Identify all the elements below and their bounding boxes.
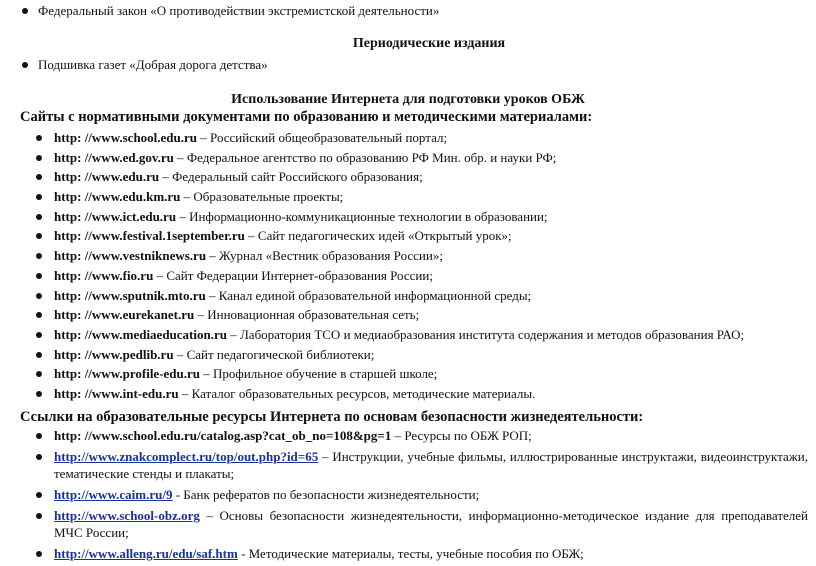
list-item (0, 128, 816, 148)
site-description: – Профильное обучение в старшей школе; (200, 366, 438, 382)
bullet-icon (36, 391, 42, 397)
normative-sites-list (0, 128, 816, 404)
resource-link[interactable]: http://www.school-obz.org (54, 508, 200, 523)
resource-description: - Методические материалы, тесты, учебные пособия по ОБЖ; (237, 546, 584, 561)
bullet-icon (22, 62, 28, 68)
resource-description: – Основы безопасности жизнедеятельности, информационно-методическое издание для преподавателей МЧС России; (54, 508, 808, 540)
list-item (0, 364, 816, 384)
bullet-icon (36, 273, 42, 279)
resource-description: - Банк рефератов по безопасности жизнедеятельности; (172, 487, 480, 502)
site-description: – Сайт педагогической библиотеки; (173, 346, 375, 362)
site-description: – Лаборатория ТСО и медиаобразования института содержания и методов образования РАО; (226, 326, 745, 342)
bullet-icon (36, 174, 42, 180)
site-url: http: //www.profile-edu.ru (54, 366, 201, 382)
bullet-icon (36, 214, 42, 220)
law-item-text: Федеральный закон «О противодействии экстремистской деятельности» (38, 3, 440, 18)
normative-sites-heading: Сайты с нормативными документами по образованию и методическими материалами: (20, 109, 593, 125)
bullet-icon (36, 233, 42, 239)
bullet-icon (36, 513, 42, 519)
resource-description: – Инструкции, учебные фильмы, иллюстрированные инструктажи, видеоинструктажи, тематические стенды и плакаты; (54, 449, 808, 481)
list-item (0, 507, 816, 541)
list-item (0, 486, 816, 503)
bullet-icon (36, 492, 42, 498)
periodicals-heading: Периодические издания (352, 36, 506, 51)
site-url: http: //www.festival.1september.ru (54, 228, 245, 244)
site-url: http: //www.fio.ru (54, 267, 154, 283)
bullet-icon (36, 433, 42, 439)
list-item (0, 448, 816, 482)
list-item (0, 286, 816, 306)
list-item (0, 266, 816, 286)
bullet-icon (36, 312, 42, 318)
resources-heading: Ссылки на образовательные ресурсы Интернета по основам безопасности жизнедеятельности: (20, 409, 644, 425)
bullet-icon (36, 293, 42, 299)
site-url: http: //www.pedlib.ru (54, 346, 174, 362)
site-description: – Сайт Федерации Интернет-образования России; (153, 267, 433, 283)
periodical-item-text: Подшивка газет «Добрая дорога детства» (38, 57, 268, 72)
site-description: – Каталог образовательных ресурсов, методические материалы. (178, 385, 536, 401)
bullet-icon (36, 352, 42, 358)
bullet-icon (36, 194, 42, 200)
periodicals-list (0, 56, 816, 74)
site-url: http: //www.ed.gov.ru (54, 149, 174, 165)
list-item (0, 325, 816, 345)
list-item (0, 226, 816, 246)
site-url: http: //www.school.edu.ru (54, 130, 198, 145)
bullet-icon (36, 454, 42, 460)
site-url: http: //www.sputnik.mto.ru (54, 287, 206, 303)
site-url: http: //www.edu.km.ru (54, 189, 181, 205)
site-description: – Канал единой образовательной информационной среды; (205, 287, 532, 303)
list-item (0, 2, 816, 20)
resources-list (0, 427, 816, 566)
list-item (0, 345, 816, 365)
site-description: – Федеральный сайт Российского образования; (159, 169, 423, 185)
law-list (0, 2, 816, 20)
list-item (0, 56, 816, 74)
list-item (0, 207, 816, 227)
site-description: – Федеральное агентство по образованию РФ Мин. обр. и науки РФ; (173, 149, 557, 165)
site-url: http: //www.edu.ru (54, 169, 160, 185)
list-item (0, 545, 816, 562)
list-item (0, 167, 816, 187)
resource-description: – Ресурсы по ОБЖ РОП; (391, 428, 532, 443)
site-url: http: //www.ict.edu.ru (54, 208, 177, 224)
list-item (0, 384, 816, 404)
bullet-icon (36, 332, 42, 338)
site-description: – Образовательные проекты; (180, 189, 344, 205)
bullet-icon (36, 253, 42, 259)
site-description: – Российский общеобразовательный портал; (197, 130, 448, 145)
internet-heading: Использование Интернета для подготовки уроков ОБЖ (231, 92, 585, 107)
site-url: http: //www.eurekanet.ru (54, 307, 195, 323)
bullet-icon (36, 371, 42, 377)
bullet-icon (36, 135, 42, 141)
site-url: http: //www.mediaeducation.ru (54, 326, 227, 342)
site-description: – Информационно-коммуникационные технологии в образовании; (176, 208, 548, 224)
site-description: – Журнал «Вестник образования России»; (206, 248, 443, 264)
list-item (0, 305, 816, 325)
bullet-icon (36, 551, 42, 557)
list-item (0, 148, 816, 168)
site-description: – Сайт педагогических идей «Открытый урок»; (244, 228, 512, 244)
site-url: http: //www.vestniknews.ru (54, 248, 207, 264)
list-item (0, 246, 816, 266)
resource-link[interactable]: http://www.znakcomplect.ru/top/out.php?id=65 (54, 449, 319, 464)
bullet-icon (36, 155, 42, 161)
list-item (0, 187, 816, 207)
resource-link[interactable]: http://www.caim.ru/9 (54, 487, 173, 502)
resource-link[interactable]: http://www.alleng.ru/edu/saf.htm (54, 546, 238, 561)
resource-url: http: //www.school.edu.ru/catalog.asp?cat_ob_no=108&pg=1 (54, 428, 392, 443)
site-description: – Инновационная образовательная сеть; (194, 307, 420, 323)
list-item (0, 427, 816, 444)
site-url: http: //www.int-edu.ru (54, 385, 179, 401)
bullet-icon (22, 8, 28, 14)
